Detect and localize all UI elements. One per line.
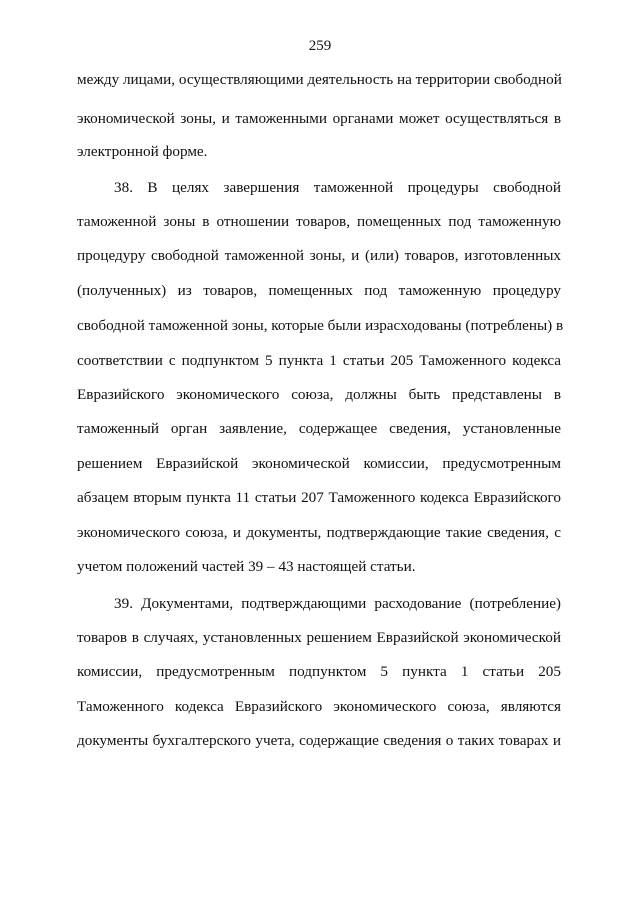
text-line: между лицами, осуществляющими деятельность на территории свободной <box>77 71 562 88</box>
text-line: абзацем вторым пункта 11 статьи 207 Таможенного кодекса Евразийского <box>77 489 561 506</box>
paragraph-39-start: 39. Документами, подтверждающими расходование (потребление) <box>114 595 561 612</box>
text-line: Евразийского экономического союза, должны быть представлены в <box>77 386 561 403</box>
text-line: решением Евразийской экономической комиссии, предусмотренным <box>77 455 561 472</box>
text-line: таможенной зоны в отношении товаров, помещенных под таможенную <box>77 213 561 230</box>
text-line: учетом положений частей 39 – 43 настоящей статьи. <box>77 558 416 575</box>
text-line: комиссии, предусмотренным подпунктом 5 пункта 1 статьи 205 <box>77 663 561 680</box>
text-line: Таможенного кодекса Евразийского экономического союза, являются <box>77 698 561 715</box>
text-line: экономического союза, и документы, подтверждающие такие сведения, с <box>77 524 561 541</box>
text-line: электронной форме. <box>77 143 208 160</box>
text-line: экономической зоны, и таможенными органами может осуществляться в <box>77 110 561 127</box>
text-line: таможенный орган заявление, содержащее сведения, установленные <box>77 420 561 437</box>
text-line: свободной таможенной зоны, которые были израсходованы (потреблены) в <box>77 317 564 334</box>
text-line: товаров в случаях, установленных решением Евразийской экономической <box>77 629 561 646</box>
page-number: 259 <box>308 38 332 54</box>
text-line: (полученных) из товаров, помещенных под таможенную процедуру <box>77 282 561 299</box>
text-line: документы бухгалтерского учета, содержащие сведения о таких товарах и <box>77 732 561 749</box>
paragraph-38-start: 38. В целях завершения таможенной процедуры свободной <box>114 179 561 196</box>
text-line: соответствии с подпунктом 5 пункта 1 статьи 205 Таможенного кодекса <box>77 352 561 369</box>
text-line: процедуру свободной таможенной зоны, и (или) товаров, изготовленных <box>77 247 561 264</box>
